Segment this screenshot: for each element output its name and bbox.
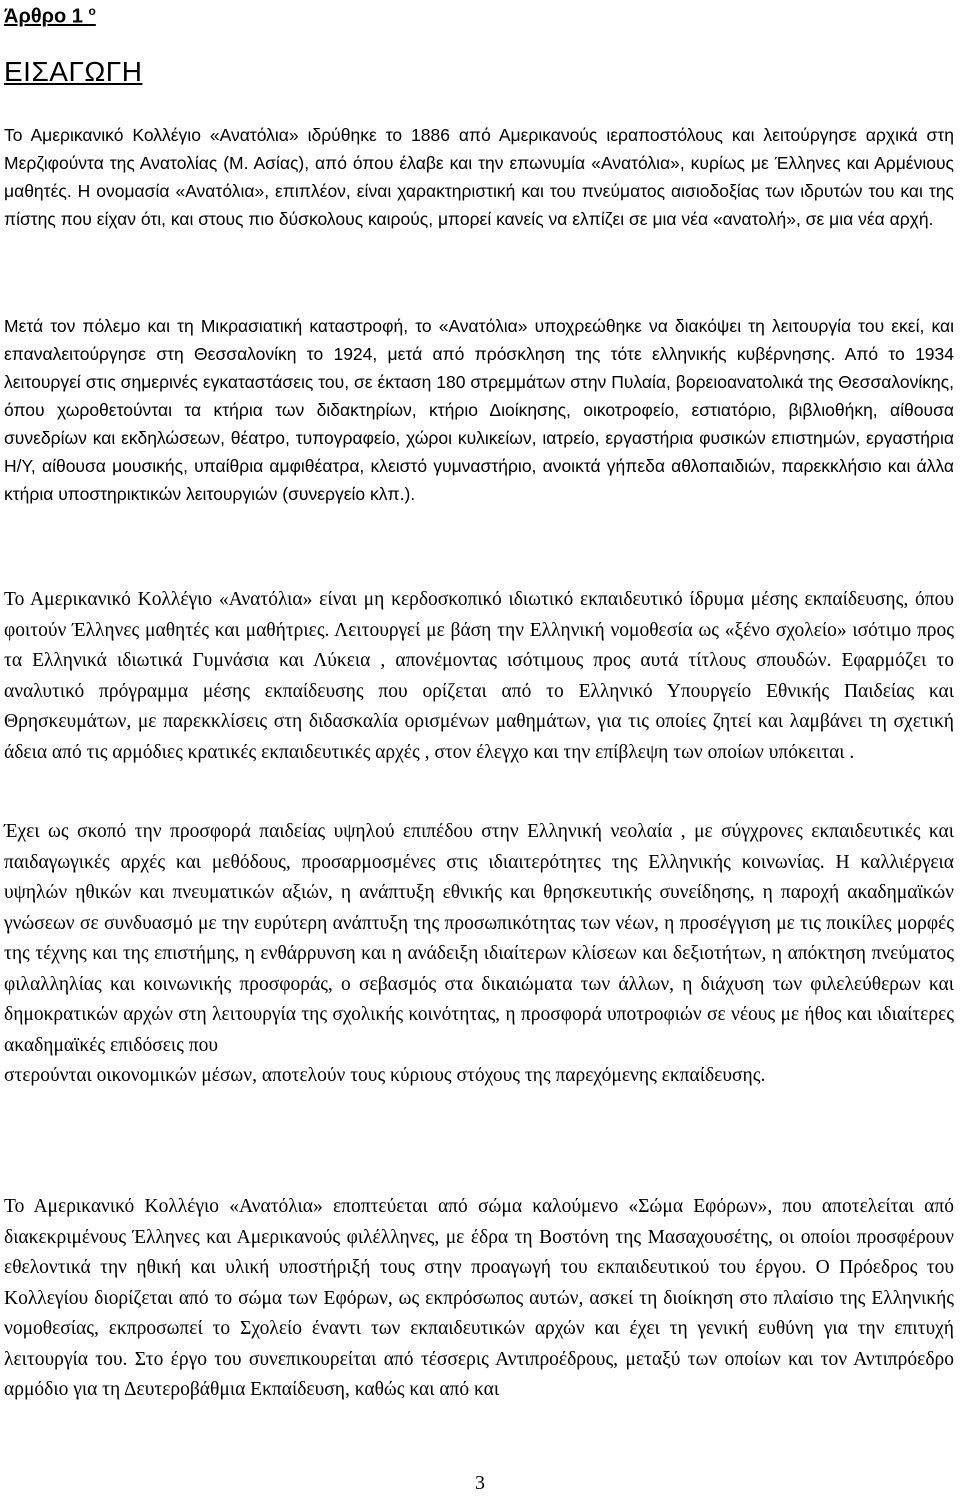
paragraph-governance: Το Αμερικανικό Κολλέγιο «Ανατόλια» εποπτεύεται από σώμα καλούμενο «Σώμα Εφόρων», που αποτελείται από διακεκριμένους Έλληνες και Αμερικανούς φιλέλληνες, με έδρα τη Βοστόνη της Μασαχουσέτης, οι οποίοι προσφέρουν εθελοντικά την ηθική και υλική υποστήριξή τους στην προαγωγή του εκπαιδευτικού του έργου. Ο Πρόεδρος του Κολλεγίου διορίζεται από το σώμα των Εφόρων, ως εκπρόσωπος αυτών, ασκεί τη διοίκηση στο πλαίσιο της Ελληνικής νομοθεσίας, εκπροσωπεί το Σχολείο έναντι των εκπαιδευτικών αρχών και έχει τη γενική ευθύνη για την επιτυχή λειτουργία του. Στο έργο του συνεπικουρείται από τέσσερις Αντιπροέδρους, μεταξύ των οποίων και τον Αντιπρόεδρο αρμόδιο για τη Δευτεροβάθμια Εκπαίδευση, καθώς και από και (4, 1196, 954, 1400)
paragraph-founding: Το Αμερικανικό Κολλέγιο «Ανατόλια» ιδρύθηκε το 1886 από Αμερικανούς ιεραποστόλους και λειτούργησε αρχικά στη Μερζιφούντα της Ανατολίας (Μ. Ασίας), από όπου έλαβε και την επωνυμία «Ανατόλια», κυρίως με Έλληνες και Αρμένιους μαθητές. Η ονομασία «Ανατόλια», επιπλέον, είναι χαρακτηριστική και του πνεύματος αισιοδοξίας των ιδρυτών του και της πίστης που είχαν ότι, και στους πιο δύσκολους καιρούς, μπορεί κανείς να ελπίζει σε μια νέα «ανατολή», σε μια νέα αρχή. (4, 125, 954, 229)
article-label: Άρθρο 1 (4, 5, 83, 28)
article-heading (4, 4, 96, 29)
paragraph-mission (4, 817, 954, 1092)
section-title: ΕΙΣΑΓΩΓΗ (4, 56, 143, 87)
page-number: 3 (475, 1472, 485, 1494)
paragraph-relocation: Μετά τον πόλεμο και τη Μικρασιατική καταστροφή, το «Ανατόλια» υποχρεώθηκε να διακόψει τη λειτουργία του εκεί, και επαναλειτούργησε στη Θεσσαλονίκη το 1924, μετά από πρόσκληση της τότε ελληνικής κυβέρνησης. Από το 1934 λειτουργεί στις σημερινές εγκαταστάσεις του, σε έκταση 180 στρεμμάτων στην Πυλαία, βορειοανατολικά της Θεσσαλονίκης, όπου χωροθετούνται τα κτήρια των διδακτηρίων, κτήριο Διοίκησης, οικοτροφείο, εστιατόριο, βιβλιοθήκη, αίθουσα συνεδρίων και εκδηλώσεων, θέατρο, τυπογραφείο, χώροι κυλικείων, ιατρείο, εργαστήρια φυσικών επιστημών, εργαστήρια Η/Υ, αίθουσα μουσικής, υπαίθρια αμφιθέατρα, κλειστό γυμναστήριο, ανοικτά γήπεδα αθλοπαιδιών, παρεκκλήσιο και άλλα κτήρια υποστηρικτικών λειτουργιών (συνεργείο κλπ.). (4, 316, 954, 504)
article-superscript: ο (88, 4, 96, 18)
paragraph-mission-part-1: Έχει ως σκοπό την προσφορά παιδείας υψηλού επιπέδου στην Ελληνική νεολαία , με σύγχρονες εκπαιδευτικές και παιδαγωγικές αρχές και μεθόδους, προσαρμοσμένες στις ιδιαιτερότητες της Ελληνικής κοινωνίας. Η καλλιέργεια υψηλών ηθικών και πνευματικών αξιών, η ανάπτυξη εθνικής και θρησκευτικής συνείδησης, η παροχή ακαδημαϊκών γνώσεων σε συνδυασμό με την ευρύτερη ανάπτυξη της προσωπικότητας των νέων, η προσέγγιση με τις ποικίλες μορφές της τέχνης και της επιστήμης, η ενθάρρυνση και η ανάδειξη ιδιαίτερων κλίσεων και δεξιοτήτων, η απόκτηση πνεύματος φιλαλληλίας και κοινωνικής προσφοράς, ο σεβασμός στα δικαιώματα των άλλων, η διάχυση των φιλελεύθερων και δημοκρατικών αρχών στη λειτουργία της σχολικής κοινότητας, η προσφορά υποτροφιών σε νέους με ήθος και ιδιαίτερες ακαδημαϊκές επιδόσεις που (4, 821, 954, 1056)
paragraph-mission-part-2: στερούνται οικονομικών μέσων, αποτελούν τους κύριους στόχους της παρεχόμενης εκπαίδευσης. (4, 1065, 766, 1086)
paragraph-legal-status: Το Αμερικανικό Κολλέγιο «Ανατόλια» είναι μη κερδοσκοπικό ιδιωτικό εκπαιδευτικό ίδρυμα μέσης εκπαίδευσης, όπου φοιτούν Έλληνες μαθητές και μαθήτριες. Λειτουργεί με βάση την Ελληνική νομοθεσία ως «ξένο σχολείο» ισότιμο προς τα Ελληνικά ιδιωτικά Γυμνάσια και Λύκεια , απονέμοντας ισότιμους προς αυτά τίτλους σπουδών. Εφαρμόζει το αναλυτικό πρόγραμμα μέσης εκπαίδευσης που ορίζεται από το Ελληνικό Υπουργείο Εθνικής Παιδείας και Θρησκευμάτων, με παρεκκλίσεις στη διδασκαλία ορισμένων μαθημάτων, για τις οποίες ζητεί και λαμβάνει τη σχετική άδεια από τις αρμόδιες κρατικές εκπαιδευτικές αρχές , στον έλεγχο και την επίβλεψη των οποίων υπόκειται . (4, 589, 954, 763)
